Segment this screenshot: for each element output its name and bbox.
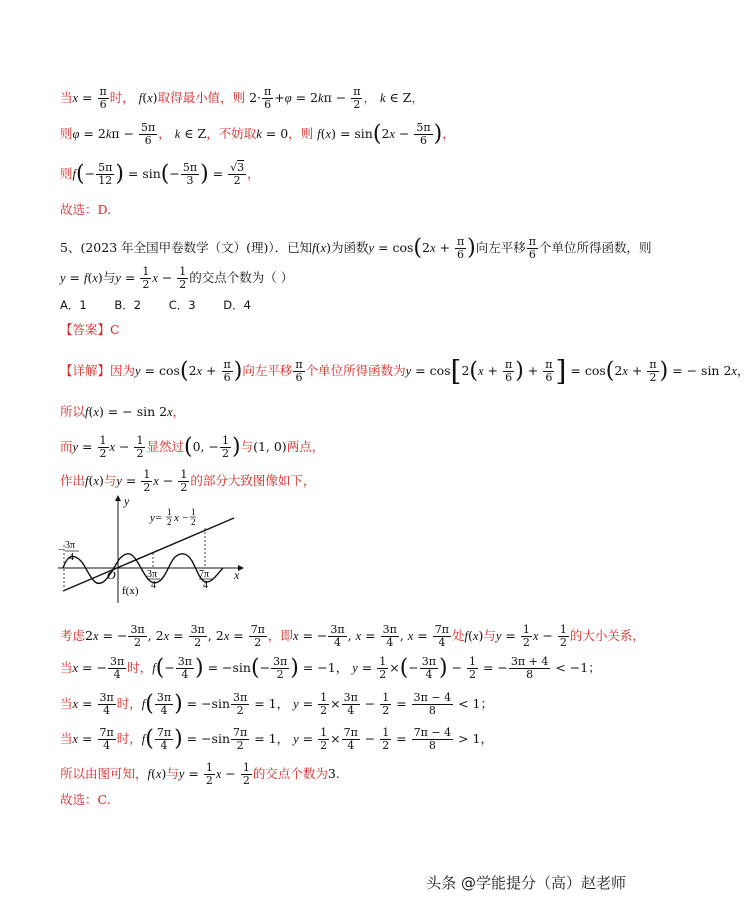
detail-line-6: 当x = − $\frac{3\pi}{4}$ 时，f(− $\frac{3\pi}{4}$ ) = −sin(− $\frac{3\pi}{2}$ ) = −1， y = $\frac{1}{2}$ ×(− $\frac{3\pi}{4}$ ) − $\frac{1}{2}$ = − $\frac{3\pi + 4}{8}$ < −1； <box>60 655 601 681</box>
detail-line-1: 【详解】因为y = cos(2x + $\frac{\pi}{6}$ )向左平移 $\frac{\pi}{6}$ 个单位所得函数为y = cos[2(x + $\frac{\pi}{6}$ ) + $\frac{\pi}{6}$ ] = cos(2x + $\frac{\pi}{2}$ ) = − sin 2x， <box>60 354 750 388</box>
svg-text:x −: x − <box>174 512 190 524</box>
svg-text:2: 2 <box>167 517 172 527</box>
option-c[interactable]: C．3 <box>168 298 196 312</box>
y-axis-arrow <box>115 495 121 501</box>
option-b[interactable]: B．2 <box>114 298 142 312</box>
svg-text:2: 2 <box>191 517 196 527</box>
option-a[interactable]: A．1 <box>60 298 87 312</box>
tick-7pi-den: 4 <box>203 580 208 591</box>
detail-line-7: 当x = $\frac{3\pi}{4}$ 时，f( $\frac{3\pi}{4}$ ) = −sin $\frac{3\pi}{2}$ = 1， y = $\frac{1}{2}$ × $\frac{3\pi}{4}$ − $\frac{1}{2}$ = $\frac{3\pi - 4}{8}$ < 1； <box>60 691 493 717</box>
detail-line-5: 考虑2x = − $\frac{3\pi}{2}$ , 2x = $\frac{3\pi}{2}$ , 2x = $\frac{7\pi}{2}$ ，即x = − $\frac{3\pi}{4}$ , x = $\frac{3\pi}{4}$ , x = $\frac{7\pi}{4}$ 处f(x)与y = $\frac{1}{2}$ x − $\frac{1}{2}$ 的大小关系， <box>60 623 645 649</box>
tick-neg-3pi-den: 4 <box>69 552 74 563</box>
y-axis-label: y <box>124 494 130 508</box>
solution-line-1: 当x = $\frac{\pi}{6}$ 时， f(x)取得最小值，则 2· $\frac{\pi}{6}$ +φ = 2kπ − $\frac{\pi}{2}$ ， k ∈ Z， <box>60 85 424 111</box>
answer-choice-1: 故选：D. <box>60 202 112 217</box>
question-5-line-1: 5、(2023 年全国甲卷数学（文）(理)）．已知f(x)为函数y = cos(2x + $\frac{\pi}{6}$ )向左平移 $\frac{\pi}{6}$ 个单位所得函数，则 <box>60 235 652 261</box>
x-axis-label: x <box>234 568 240 582</box>
solution-line-2: 则φ = 2kπ − $\frac{5\pi}{6}$ ， k ∈ Z，不妨取k = 0，则 f(x) = sin(2x − $\frac{5\pi}{6}$ )， <box>60 121 455 147</box>
function-graph <box>58 493 248 605</box>
tick-7pi-num: 7π <box>199 569 210 580</box>
svg-text:1: 1 <box>191 507 196 517</box>
detail-line-8: 当x = $\frac{7\pi}{4}$ 时，f( $\frac{7\pi}{4}$ ) = −sin $\frac{7\pi}{2}$ = 1， y = $\frac{1}{2}$ × $\frac{7\pi}{4}$ − $\frac{1}{2}$ = $\frac{7\pi - 4}{8}$ > 1， <box>60 726 493 752</box>
option-d[interactable]: D．4 <box>223 298 251 312</box>
line-label: y= <box>150 512 163 524</box>
question-5-line-2: y = f(x)与y = $\frac{1}{2}$ x − $\frac{1}{2}$ 的交点个数为（ ） <box>60 265 294 291</box>
detail-line-4: 作出f(x)与y = $\frac{1}{2}$ x − $\frac{1}{2}$ 的部分大致图像如下， <box>60 468 316 494</box>
detail-line-9: 所以由图可知，f(x)与y = $\frac{1}{2}$ x − $\frac{1}{2}$ 的交点个数为3. <box>60 761 340 787</box>
f-curve-label: f(x) <box>122 585 139 597</box>
tick-neg-3pi-num: 3π <box>65 540 76 551</box>
watermark: 头条 @学能提分（高）赵老师 <box>426 874 626 892</box>
origin-label: O <box>107 568 116 582</box>
detail-line-3: 而y = $\frac{1}{2}$ x − $\frac{1}{2}$ 显然过(0, − $\frac{1}{2}$ )与(1, 0)两点， <box>60 434 325 460</box>
svg-text:1: 1 <box>167 507 172 517</box>
solution-line-3: 则f(− $\frac{5\pi}{12}$ ) = sin(− $\frac{5\pi}{3}$ ) = $\frac{√3}{2}$ ， <box>60 161 260 187</box>
tick-minus: − <box>58 545 64 556</box>
detail-line-2: 所以f(x) = − sin 2x， <box>60 404 186 419</box>
answer-label: 【答案】C <box>60 322 120 337</box>
tick-3pi-num: 3π <box>147 569 158 580</box>
answer-choice-2: 故选：C. <box>60 792 111 807</box>
tick-3pi-den: 4 <box>151 580 156 591</box>
options <box>60 296 275 314</box>
